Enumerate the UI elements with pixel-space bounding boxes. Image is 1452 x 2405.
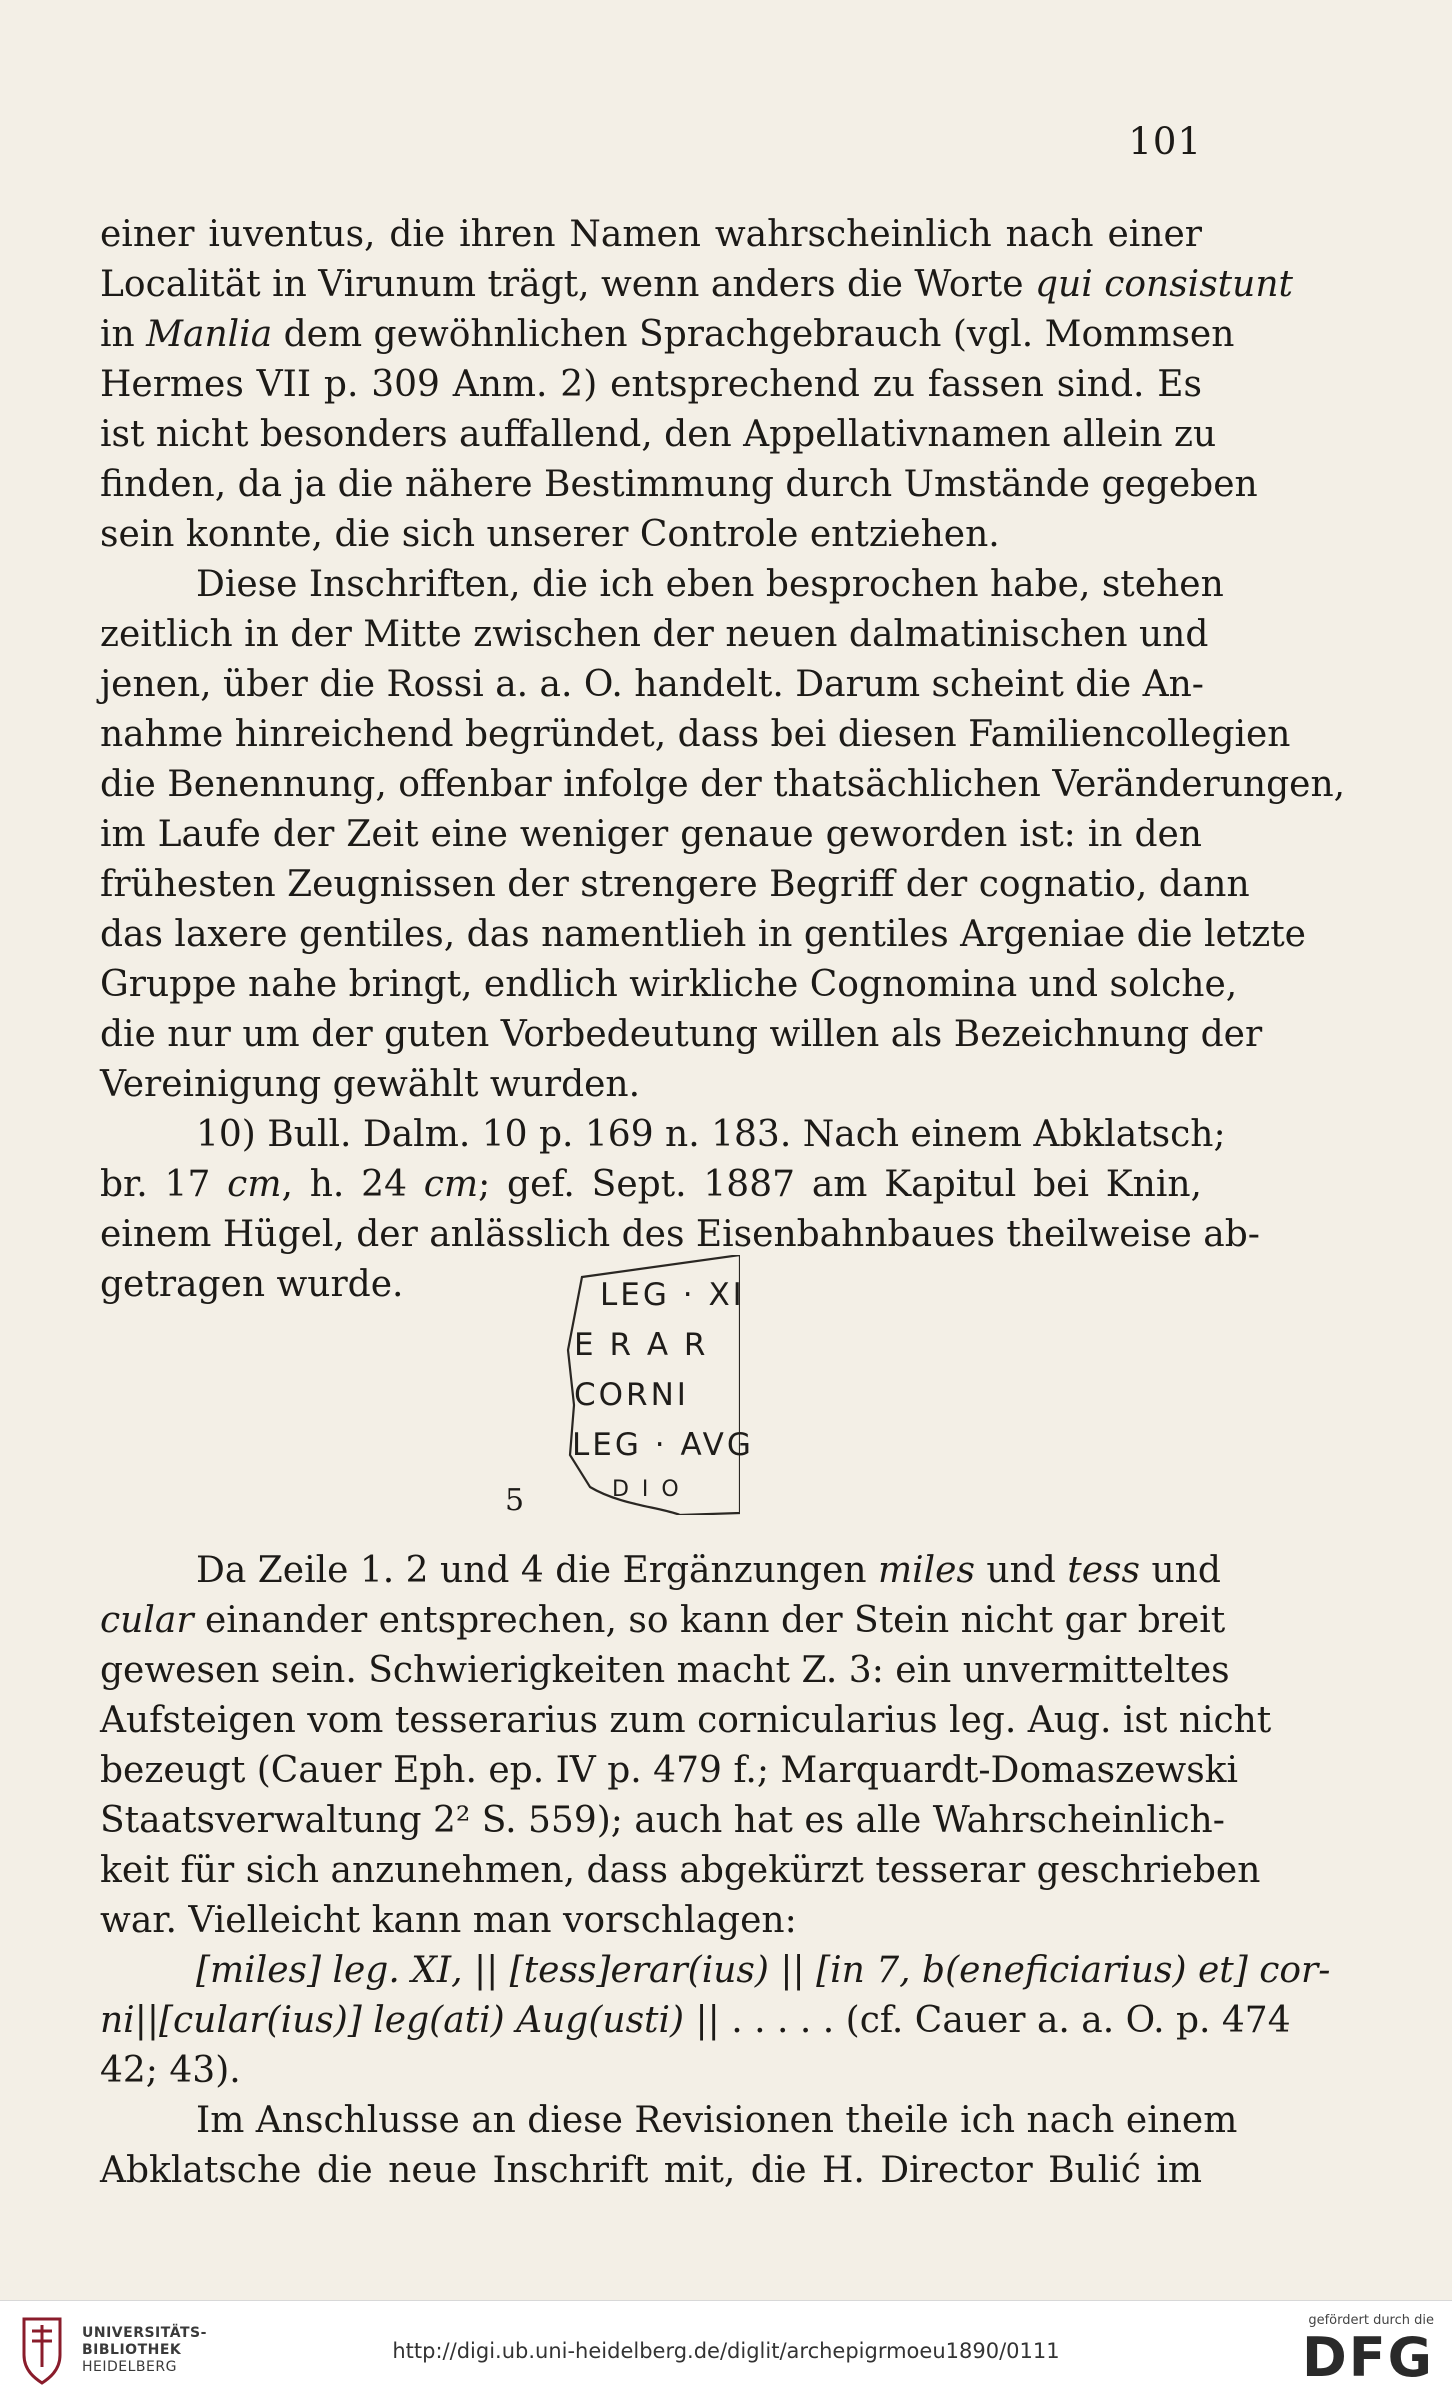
text-line: Im Anschlusse an diese Revisionen theile ich nach einem (196, 2100, 1238, 2141)
text-line: keit für sich anzunehmen, dass abgekürzt tesserar geschrieben (100, 1850, 1261, 1891)
text-line: Aufsteigen vom tesserarius zum cornicularius leg. Aug. ist nicht (100, 1700, 1272, 1741)
text-line: getragen wurde. (100, 1264, 404, 1305)
paragraph-4 (100, 1546, 1272, 1946)
text-line: ni||[cular(ius)] leg(ati) Aug(usti) || . . . . . (cf. Cauer a. a. O. p. 474 (100, 2000, 1291, 2041)
inscription-line-number: 5 (505, 1483, 525, 1518)
text-line: Gruppe nahe bringt, endlich wirkliche Cognomina und solche, (100, 964, 1238, 1005)
text-line: in Manlia dem gewöhnlichen Sprachgebrauch (vgl. Mommsen (100, 314, 1235, 355)
text-line: zeitlich in der Mitte zwischen der neuen dalmatinischen und (100, 614, 1209, 655)
paragraph-2 (100, 560, 1346, 1110)
text-line: einer iuventus, die ihren Namen wahrscheinlich nach einer (100, 214, 1202, 255)
text-line: br. 17 cm, h. 24 cm; gef. Sept. 1887 am Kapitul bei Knin, (100, 1164, 1203, 1205)
text-line: war. Vielleicht kann man vorschlagen: (100, 1900, 797, 1941)
inscription-line-2: E R A R (574, 1327, 709, 1363)
restoration (100, 1946, 1331, 2096)
inscription-fragment (560, 1255, 754, 1515)
inscription-line-1: LEG · XI (600, 1277, 745, 1313)
dfg-logo: DFG (1301, 2326, 1434, 2389)
text-line: im Laufe der Zeit eine weniger genaue geworden ist: in den (100, 814, 1202, 855)
text-line: gewesen sein. Schwierigkeiten macht Z. 3: ein unvermitteltes (100, 1650, 1230, 1691)
paragraph-1 (100, 210, 1293, 560)
inscription-line-4: LEG · AVG (572, 1427, 754, 1463)
page-number: 101 (1128, 120, 1202, 163)
text-line: nahme hinreichend begründet, dass bei diesen Familiencollegien (100, 714, 1291, 755)
digitization-footer (0, 2300, 1452, 2405)
upper-text-block (100, 210, 1346, 1310)
text-line: Da Zeile 1. 2 und 4 die Ergänzungen miles und tess und (196, 1550, 1221, 1591)
text-line: Abklatsche die neue Inschrift mit, die H. Director Bulić im (100, 2150, 1202, 2191)
text-line: sein konnte, die sich unserer Controle entziehen. (100, 514, 1000, 555)
text-line: bezeugt (Cauer Eph. ep. IV p. 479 f.; Marquardt-Domaszewski (100, 1750, 1239, 1791)
text-line: [miles] leg. XI, || [tess]erar(ius) || [in 7, b(eneficiarius) et] cor- (196, 1950, 1331, 1991)
text-line: 42; 43). (100, 2050, 241, 2091)
text-line: Hermes VII p. 309 Anm. 2) entsprechend zu fassen sind. Es (100, 364, 1202, 405)
institution-name: UNIVERSITÄTS- BIBLIOTHEK HEIDELBERG (82, 2325, 207, 2375)
lower-text-block (100, 1546, 1331, 2196)
text-line: cular einander entsprechen, so kann der Stein nicht gar breit (100, 1600, 1226, 1641)
source-url-link[interactable]: http://digi.ub.uni-heidelberg.de/diglit/archepigrmoeu1890/0111 (392, 2339, 1060, 2363)
text-line: finden, da ja die nähere Bestimmung durch Umstände gegeben (100, 464, 1258, 505)
text-line: einem Hügel, der anlässlich des Eisenbahnbaues theilweise ab- (100, 1214, 1260, 1255)
text-line: die nur um der guten Vorbedeutung willen als Bezeichnung der (100, 1014, 1263, 1055)
text-line: frühesten Zeugnissen der strengere Begriff der cognatio, dann (100, 864, 1250, 905)
text-line: Vereinigung gewählt wurden. (100, 1064, 641, 1105)
text-line: ist nicht besonders auffallend, den Appellativnamen allein zu (100, 414, 1217, 455)
text-line: Localität in Virunum trägt, wenn anders die Worte qui consistunt (100, 264, 1293, 305)
funder (1284, 2313, 1434, 2388)
text-line: 10) Bull. Dalm. 10 p. 169 n. 183. Nach einem Abklatsch; (196, 1114, 1226, 1155)
funder-label: gefördert durch die (1308, 2313, 1434, 2328)
inscription-line-3: CORNI (574, 1377, 689, 1413)
text-line: die Benennung, offenbar infolge der thatsächlichen Veränderungen, (100, 764, 1346, 805)
paragraph-5 (100, 2096, 1238, 2196)
text-line: jenen, über die Rossi a. a. O. handelt. Darum scheint die An- (100, 664, 1204, 705)
text-line: Staatsverwaltung 2² S. 559); auch hat es alle Wahrscheinlich- (100, 1800, 1225, 1841)
text-line: Diese Inschriften, die ich eben besprochen habe, stehen (196, 564, 1224, 605)
text-line: das laxere gentiles, das namentlieh in gentiles Argeniae die letzte (100, 914, 1306, 955)
inscription-line-5: D I O (612, 1477, 682, 1502)
